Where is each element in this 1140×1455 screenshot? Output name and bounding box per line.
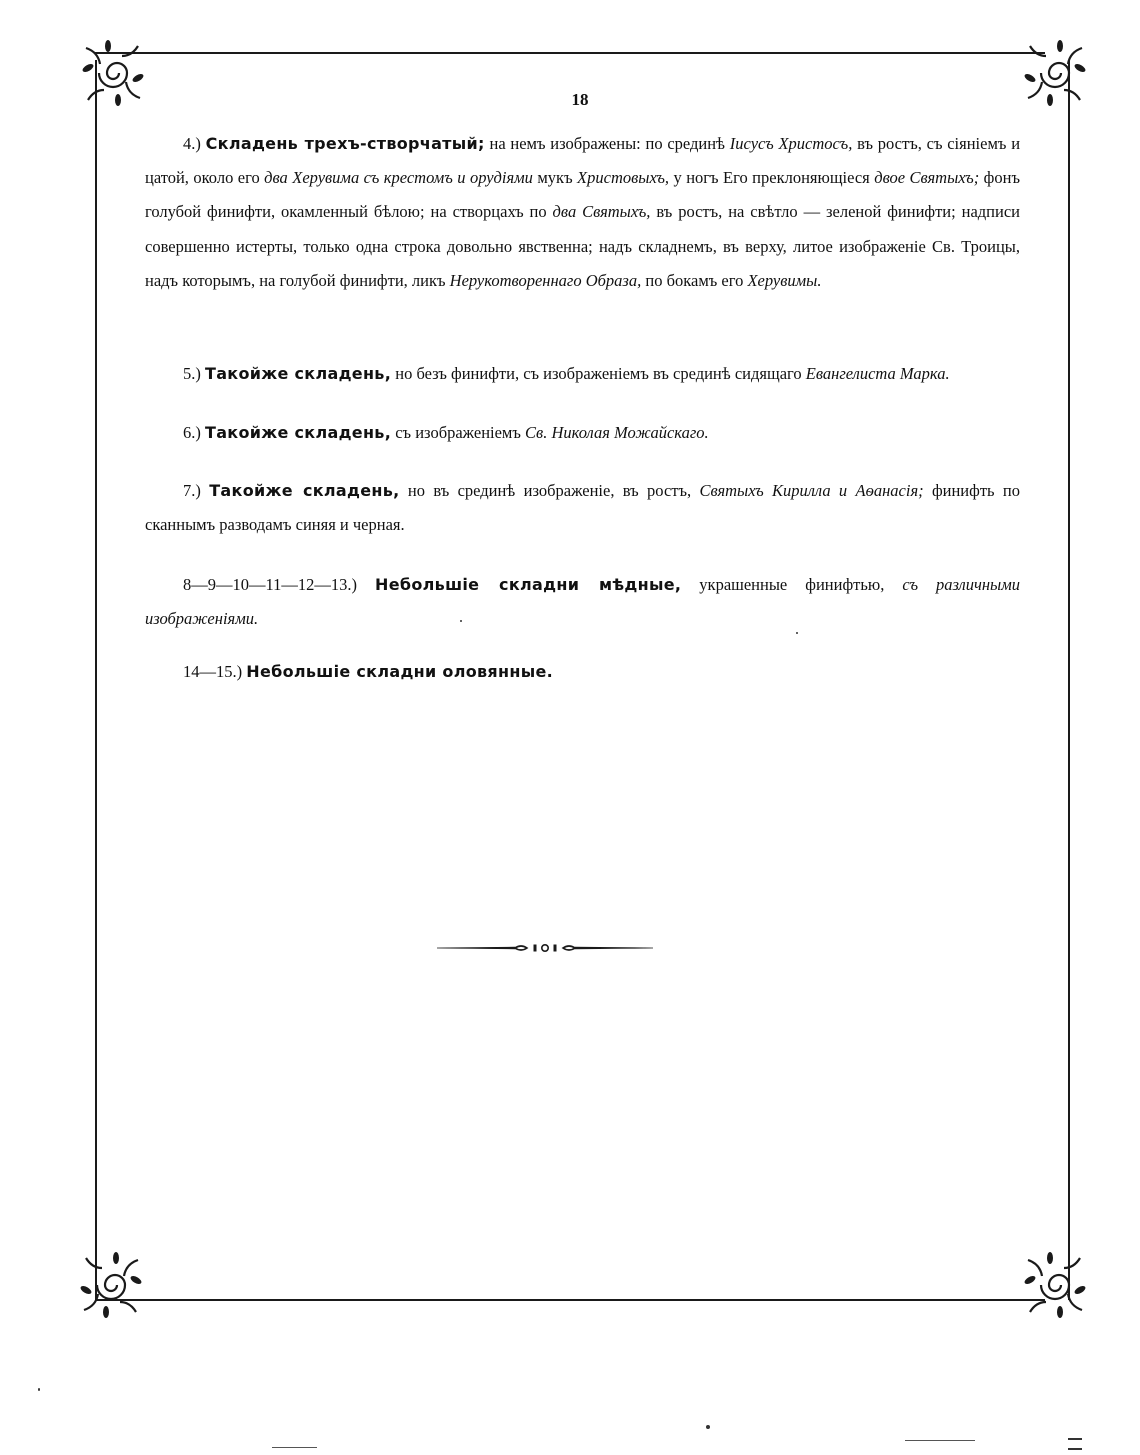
entry-description <box>391 364 950 383</box>
text-run: но безъ финифти, съ изображеніемъ въ срединѣ сидящаго <box>391 364 806 383</box>
text-run: въ ростъ, на свѣтло — зеленой финифти; надписи совершенно истерты, только одна строка довольно явственна; надъ складнемъ, въ верху, литое изображеніе Св. Троицы, надъ которымъ, на голубой финифти, ликъ <box>145 202 1020 290</box>
entry-paragraph <box>145 357 1020 391</box>
entry-description <box>145 134 1020 290</box>
italic-text-run: два Святыхъ, <box>552 202 651 222</box>
entry-title: Такойже складень, <box>205 423 392 442</box>
italic-text-run: съ различными изображеніями. <box>145 575 1021 629</box>
italic-text-run: двое Святыхъ; <box>874 168 980 188</box>
text-run: въ ростъ, съ сіяніемъ и цатой, около его <box>145 134 1021 188</box>
scan-mark <box>272 1447 317 1448</box>
catalog-entry <box>145 474 1020 542</box>
corner-floral-scroll-icon <box>1020 38 1090 108</box>
entry-number: 5.) <box>183 364 201 383</box>
entry-paragraph <box>145 127 1020 298</box>
entry-title: Складень трехъ-створчатый; <box>205 134 485 153</box>
scan-mark <box>905 1440 975 1441</box>
entry-paragraph <box>145 568 1020 636</box>
scan-mark <box>1068 1438 1082 1440</box>
corner-floral-scroll-icon <box>1020 1250 1090 1320</box>
text-run: но въ срединѣ изображеніе, въ ростъ, <box>399 481 700 500</box>
frame-bottom-border <box>95 1299 1045 1301</box>
catalog-entry <box>145 416 1020 450</box>
entry-title: Такойже складень, <box>205 364 392 383</box>
entry-paragraph <box>145 416 1020 450</box>
italic-text-run: Св. Николая Можайскаго. <box>525 423 709 442</box>
scan-mark <box>1068 1448 1082 1450</box>
italic-text-run: два Херувима съ крестомъ и орудіями <box>264 168 533 188</box>
text-run: мукъ <box>532 168 578 188</box>
text-run: финифть по сканнымъ разводамъ синяя и черная. <box>145 481 1020 535</box>
text-run: на немъ изображены: по срединѣ <box>484 134 730 153</box>
text-run: украшенные финифтью, <box>681 575 903 594</box>
scan-speck <box>38 1388 40 1391</box>
italic-text-run: Христовыхъ, <box>577 168 670 188</box>
corner-floral-scroll-icon <box>78 38 148 108</box>
tailpiece-rule-icon <box>435 938 655 958</box>
catalog-entry <box>145 357 1020 391</box>
italic-text-run: Нерукотвореннаго Образа, <box>449 270 642 290</box>
entry-title: Такойже складень, <box>209 481 400 500</box>
frame-right-border <box>1068 60 1070 1300</box>
italic-text-run: Святыхъ Кирилла и Аѳанасія; <box>699 481 924 500</box>
text-run: по бокамъ его <box>641 270 748 290</box>
page-number: 18 <box>571 90 589 109</box>
entry-title: Небольшіе складни оловянные. <box>246 662 554 681</box>
italic-text-run: Іисусъ Христосъ, <box>729 134 853 153</box>
text-run: съ изображеніемъ <box>391 423 526 442</box>
entry-number: 6.) <box>183 423 201 442</box>
frame-top-border <box>95 52 1045 54</box>
italic-text-run: Евангелиста Марка. <box>805 364 950 383</box>
text-run: у ногъ Его преклоняющіеся <box>669 168 875 188</box>
entry-number: 14—15.) <box>183 662 243 681</box>
catalog-entry <box>145 655 1020 689</box>
italic-text-run: Херувимы. <box>747 270 822 290</box>
text-run: фонъ голубой финифти, окамленный бѣлою; на створцахъ по <box>145 168 1020 222</box>
frame-left-border <box>95 60 97 1300</box>
entry-number: 8—9—10—11—12—13.) <box>183 575 358 594</box>
entry-number: 7.) <box>183 481 201 500</box>
catalog-entry <box>145 127 1020 298</box>
entry-paragraph <box>145 474 1020 542</box>
scan-speck <box>796 632 798 634</box>
entry-description <box>391 423 709 442</box>
entry-paragraph <box>145 655 1020 689</box>
entry-number: 4.) <box>183 134 201 153</box>
corner-floral-scroll-icon <box>76 1250 146 1320</box>
catalog-entry <box>145 568 1020 636</box>
scan-speck <box>460 620 462 622</box>
entry-title: Небольшіе складни мѣдные, <box>375 575 682 594</box>
scan-speck <box>706 1425 710 1429</box>
